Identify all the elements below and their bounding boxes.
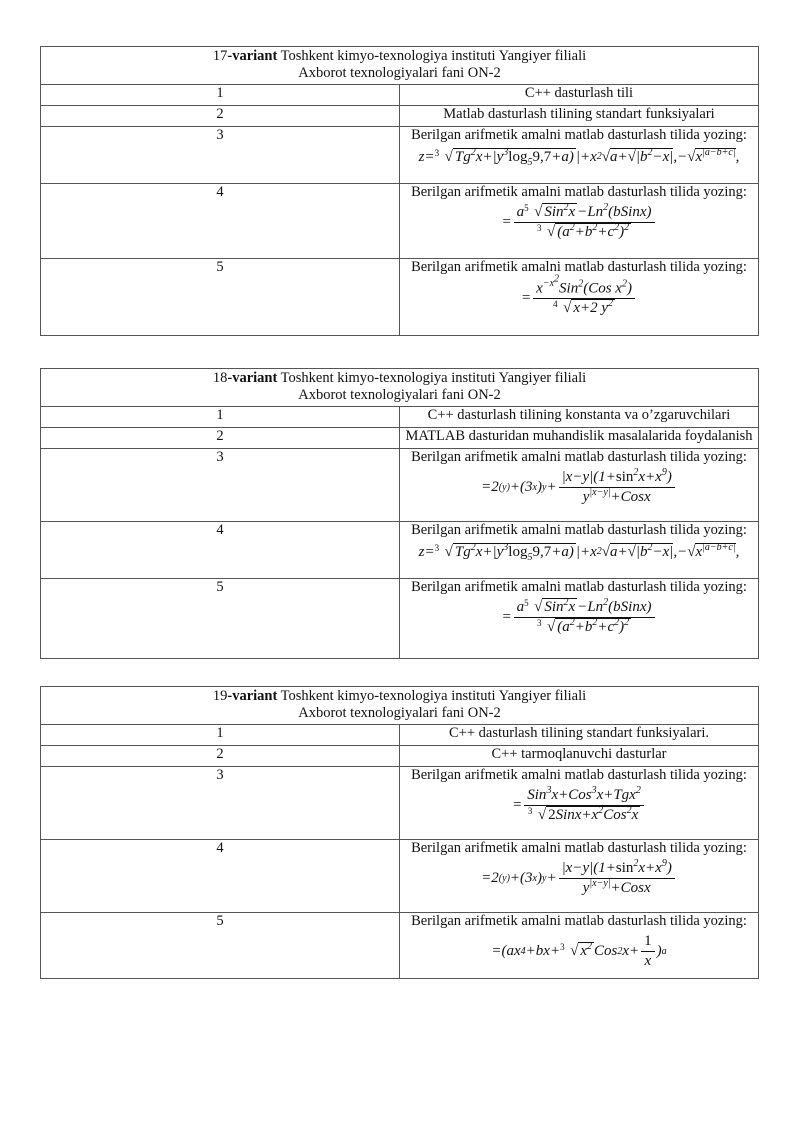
formula: =(ax 4 +bx+ 3 √ $x^2$ Cos 2 x+ $\frac{1}{x}$ ) a xyxy=(491,933,667,969)
task-cell xyxy=(400,579,759,659)
variant-19-table xyxy=(40,686,759,979)
variant-17-table xyxy=(40,46,759,336)
task-text: Berilgan arifmetik amalni matlab dasturlash tilida yozing: xyxy=(411,449,747,465)
task-cell xyxy=(400,127,759,184)
row-number: 5 xyxy=(41,579,400,659)
formula: = a 5 √ $Sin^2x -Ln^2(bSinx)$ 3 √ $(a^2+b^2+c^2)^2$ xyxy=(400,204,758,241)
row-number: 5 xyxy=(41,259,400,336)
row-number: 1 xyxy=(41,725,400,746)
task-text: Berilgan arifmetik amalni matlab dasturlash tilida yozing: xyxy=(411,840,747,856)
task-cell xyxy=(400,522,759,579)
row-number: 3 xyxy=(41,449,400,522)
task-text: Berilgan arifmetik amalni matlab dasturlash tilida yozing: xyxy=(411,522,747,538)
task-cell xyxy=(400,767,759,840)
variant-header: 19-variant Toshkent kimyo-texnologiya instituti Yangiyer filiali Axborot texnologiyalari fani ON-2 xyxy=(41,687,759,725)
formula: =2 (y) +(3 x ) y + $\frac{|x-y|(1+\sin^2x+x^9)}{y^{|x-y|}+Cosx}$ xyxy=(400,860,758,897)
row-number: 3 xyxy=(41,127,400,184)
row-number: 5 xyxy=(41,913,400,979)
task-text: C++ dasturlash tili xyxy=(400,85,759,106)
formula: = Sin$^3$x+Cos$^3$x+Tgx$^2$ 3 √ $2Sinx+x^2Cos^2x$ xyxy=(400,787,758,824)
row-number: 2 xyxy=(41,746,400,767)
row-number: 2 xyxy=(41,106,400,127)
row-number: 4 xyxy=(41,840,400,913)
task-text: Berilgan arifmetik amalni matlab dasturlash tilida yozing: xyxy=(411,913,747,929)
row-number: 2 xyxy=(41,428,400,449)
variant-header: 17-variant Toshkent kimyo-texnologiya instituti Yangiyer filiali Axborot texnologiyalari fani ON-2 xyxy=(41,47,759,85)
row-number: 4 xyxy=(41,184,400,259)
variant-header: 18-variant Toshkent kimyo-texnologiya instituti Yangiyer filiali Axborot texnologiyalari fani ON-2 xyxy=(41,369,759,407)
task-text: MATLAB dasturidan muhandislik masalalarida foydalanish xyxy=(400,428,759,449)
row-number: 1 xyxy=(41,85,400,106)
task-text: Berilgan arifmetik amalni matlab dasturlash tilida yozing: xyxy=(411,259,747,275)
task-text: Berilgan arifmetik amalni matlab dasturlash tilida yozing: xyxy=(411,579,747,595)
task-text: Berilgan arifmetik amalni matlab dasturlash tilida yozing: xyxy=(411,767,747,783)
variant-18-table xyxy=(40,368,759,659)
row-number: 3 xyxy=(41,767,400,840)
formula: = $x^{-x^2}Sin^2(Cos$ $x^2$) 4 √ x+2 $y^2$ xyxy=(400,280,758,317)
formula: z= 3 √ $Tg^2x+|y^3\log_59,7+a$) |+x 2 √ $a+√|b^2-x|$ ,− √ $x^{|a-b+c|}$ , xyxy=(418,541,740,563)
task-cell xyxy=(400,913,759,979)
row-number: 4 xyxy=(41,522,400,579)
task-text: Matlab dasturlash tilining standart funksiyalari xyxy=(400,106,759,127)
row-number: 1 xyxy=(41,407,400,428)
task-text: C++ dasturlash tilining standart funksiyalari. xyxy=(400,725,759,746)
formula: z= 3 √ $Tg^2x+|y^3\log_59,7+a$) |+x 2 √ $a+√|b^2-x|$ ,− √ $x^{|a-b+c|}$ , xyxy=(418,146,740,168)
task-cell xyxy=(400,184,759,259)
formula: =2 (y) +(3 x ) y + $\frac{|x-y|(1+\sin^2x+x^9)}{y^{|x-y|}+Cosx}$ xyxy=(400,469,758,506)
task-text: Berilgan arifmetik amalni matlab dasturlash tilida yozing: xyxy=(411,127,747,143)
task-cell xyxy=(400,259,759,336)
task-text: C++ dasturlash tilining konstanta va o’zgaruvchilari xyxy=(400,407,759,428)
task-text: C++ tarmoqlanuvchi dasturlar xyxy=(400,746,759,767)
task-text: Berilgan arifmetik amalni matlab dasturlash tilida yozing: xyxy=(411,184,747,200)
task-cell xyxy=(400,840,759,913)
formula: = a 5 √ $Sin^2x -Ln^2(bSinx)$ 3 √ $(a^2+b^2+c^2)^2$ xyxy=(400,599,758,636)
task-cell xyxy=(400,449,759,522)
